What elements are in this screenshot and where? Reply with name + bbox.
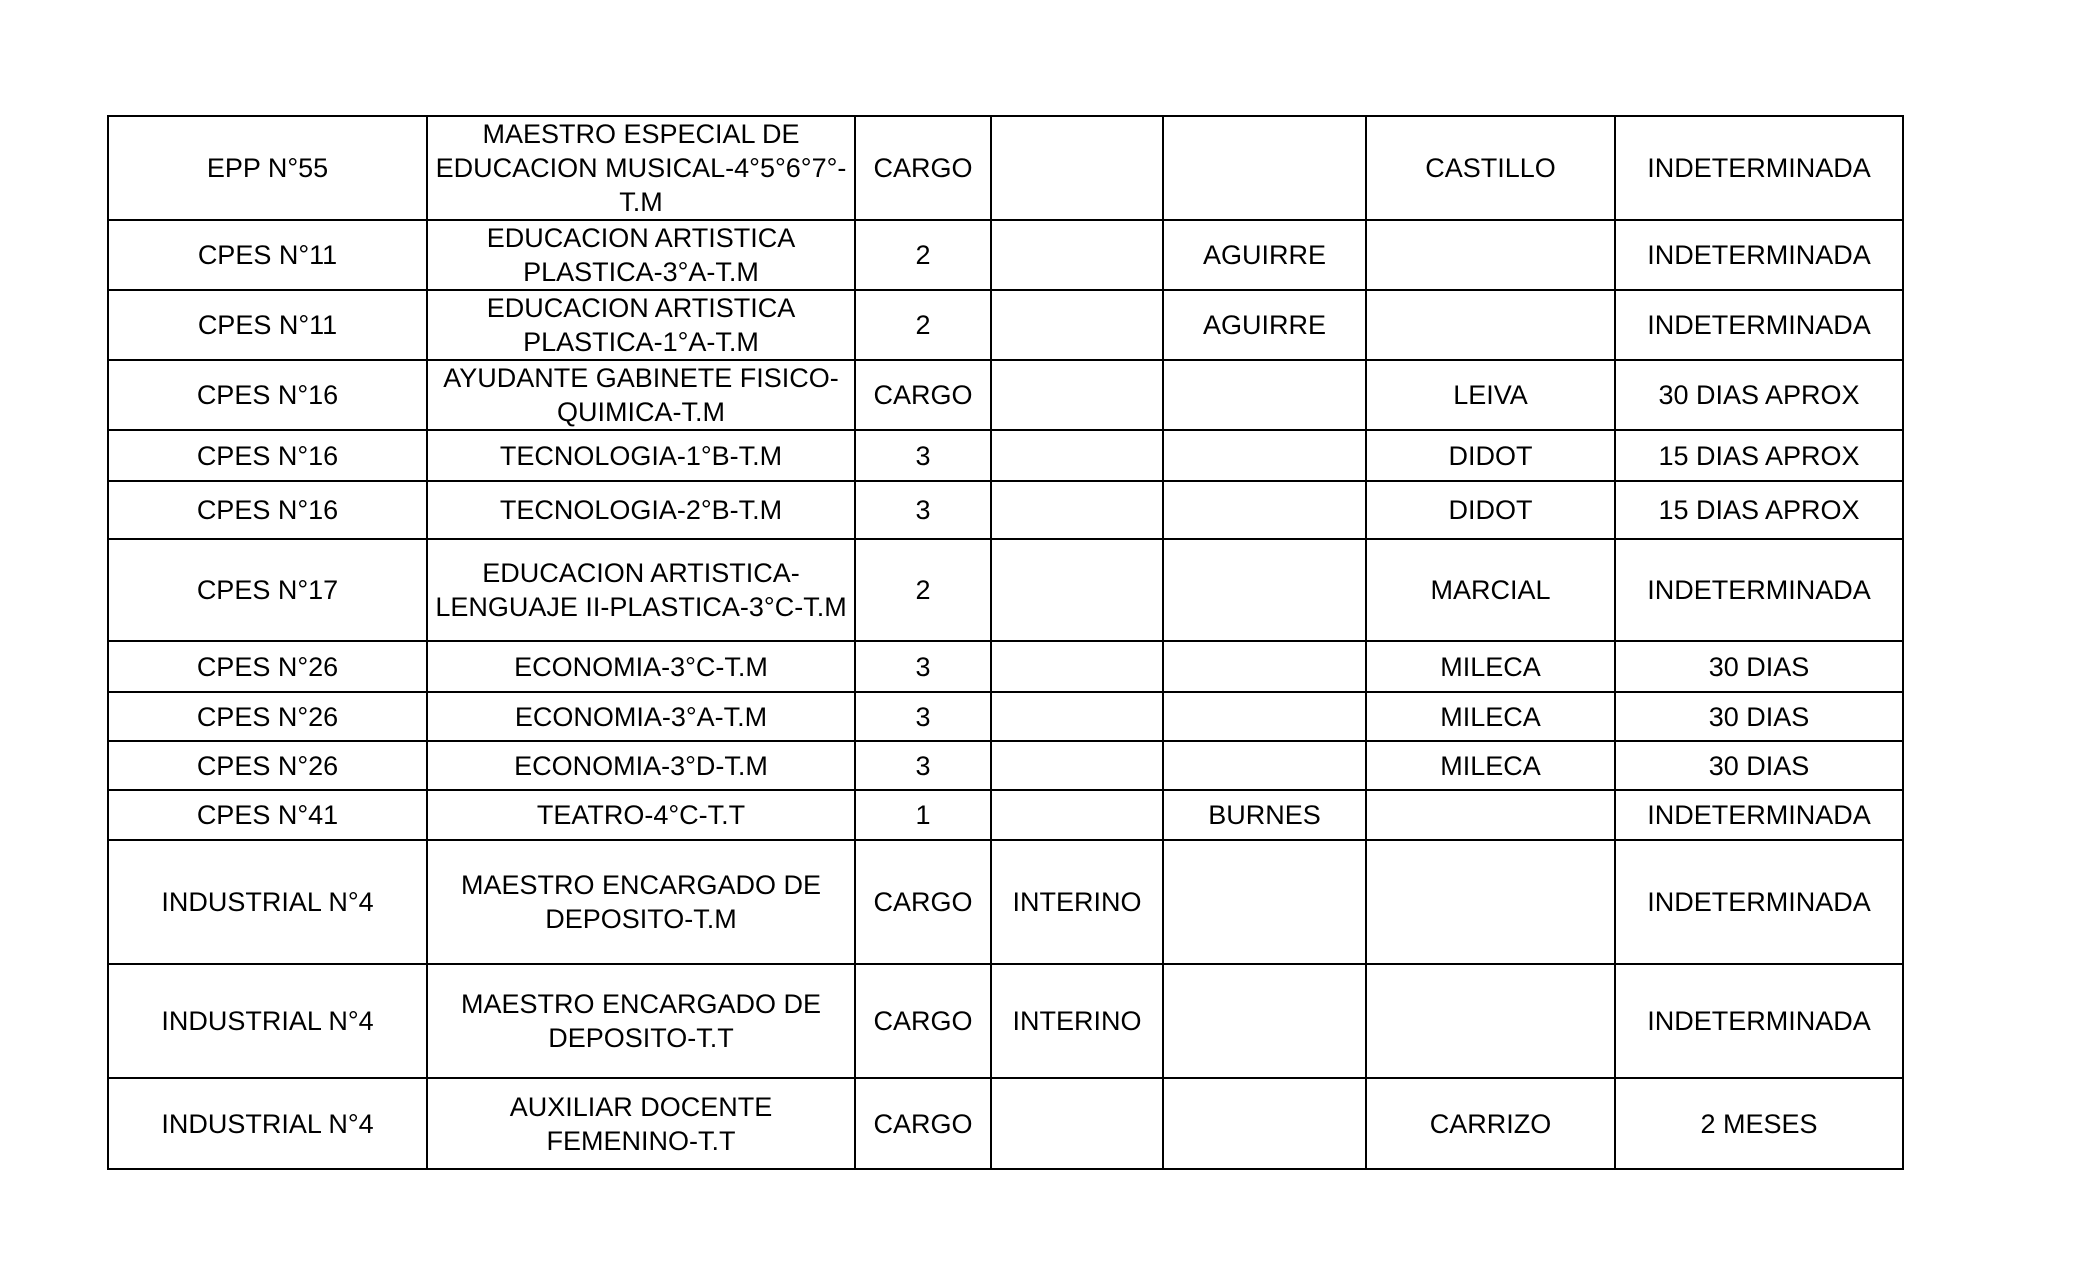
school-cell: CPES N°16 [108, 360, 427, 430]
subject-cell: MAESTRO ENCARGADO DE DEPOSITO-T.M [427, 840, 855, 964]
duration-cell: 15 DIAS APROX [1615, 481, 1903, 539]
subject-cell: EDUCACION ARTISTICA PLASTICA-1°A-T.M [427, 290, 855, 360]
duration-cell: INDETERMINADA [1615, 290, 1903, 360]
holder-cell [1163, 430, 1366, 481]
holder-cell [1163, 964, 1366, 1078]
school-cell: CPES N°16 [108, 430, 427, 481]
school-cell: CPES N°11 [108, 220, 427, 290]
school-cell: INDUSTRIAL N°4 [108, 840, 427, 964]
duration-cell: INDETERMINADA [1615, 840, 1903, 964]
hours-cell: 3 [855, 641, 991, 692]
subject-cell: ECONOMIA-3°A-T.M [427, 692, 855, 741]
table-row [108, 741, 1903, 790]
table-row [108, 790, 1903, 840]
holder-cell [1163, 840, 1366, 964]
holder-cell [1163, 1078, 1366, 1169]
duration-cell: 30 DIAS [1615, 741, 1903, 790]
holder-cell [1163, 481, 1366, 539]
status-cell [991, 290, 1163, 360]
holder-cell: AGUIRRE [1163, 220, 1366, 290]
hours-cell: 2 [855, 539, 991, 641]
status-cell: INTERINO [991, 964, 1163, 1078]
school-cell: EPP N°55 [108, 116, 427, 220]
hours-cell: CARGO [855, 116, 991, 220]
school-cell: INDUSTRIAL N°4 [108, 1078, 427, 1169]
subject-cell: AUXILIAR DOCENTE FEMENINO-T.T [427, 1078, 855, 1169]
vacancy-table [107, 115, 1904, 1170]
table-row [108, 539, 1903, 641]
school-cell: INDUSTRIAL N°4 [108, 964, 427, 1078]
subject-cell: MAESTRO ENCARGADO DE DEPOSITO-T.T [427, 964, 855, 1078]
holder-cell [1163, 741, 1366, 790]
table-row [108, 290, 1903, 360]
replacement-cell: MILECA [1366, 741, 1615, 790]
status-cell [991, 692, 1163, 741]
replacement-cell: DIDOT [1366, 481, 1615, 539]
school-cell: CPES N°17 [108, 539, 427, 641]
holder-cell [1163, 641, 1366, 692]
subject-cell: TEATRO-4°C-T.T [427, 790, 855, 840]
table-row [108, 1078, 1903, 1169]
replacement-cell: LEIVA [1366, 360, 1615, 430]
school-cell: CPES N°26 [108, 741, 427, 790]
hours-cell: 1 [855, 790, 991, 840]
hours-cell: 3 [855, 741, 991, 790]
subject-cell: ECONOMIA-3°C-T.M [427, 641, 855, 692]
duration-cell: 30 DIAS [1615, 692, 1903, 741]
duration-cell: INDETERMINADA [1615, 220, 1903, 290]
table-row [108, 964, 1903, 1078]
school-cell: CPES N°41 [108, 790, 427, 840]
status-cell [991, 741, 1163, 790]
table-row [108, 360, 1903, 430]
school-cell: CPES N°26 [108, 641, 427, 692]
duration-cell: INDETERMINADA [1615, 539, 1903, 641]
hours-cell: 2 [855, 220, 991, 290]
status-cell [991, 116, 1163, 220]
replacement-cell [1366, 290, 1615, 360]
status-cell [991, 481, 1163, 539]
replacement-cell [1366, 790, 1615, 840]
holder-cell [1163, 360, 1366, 430]
duration-cell: 30 DIAS APROX [1615, 360, 1903, 430]
status-cell [991, 790, 1163, 840]
hours-cell: 2 [855, 290, 991, 360]
status-cell [991, 539, 1163, 641]
hours-cell: CARGO [855, 360, 991, 430]
hours-cell: 3 [855, 692, 991, 741]
holder-cell [1163, 692, 1366, 741]
status-cell [991, 430, 1163, 481]
holder-cell: AGUIRRE [1163, 290, 1366, 360]
status-cell: INTERINO [991, 840, 1163, 964]
hours-cell: CARGO [855, 1078, 991, 1169]
replacement-cell: MILECA [1366, 641, 1615, 692]
subject-cell: TECNOLOGIA-1°B-T.M [427, 430, 855, 481]
subject-cell: EDUCACION ARTISTICA-LENGUAJE II-PLASTICA-3°C-T.M [427, 539, 855, 641]
table-row [108, 116, 1903, 220]
replacement-cell [1366, 220, 1615, 290]
duration-cell: 15 DIAS APROX [1615, 430, 1903, 481]
replacement-cell: DIDOT [1366, 430, 1615, 481]
subject-cell: TECNOLOGIA-2°B-T.M [427, 481, 855, 539]
status-cell [991, 220, 1163, 290]
status-cell [991, 641, 1163, 692]
hours-cell: 3 [855, 430, 991, 481]
replacement-cell: MARCIAL [1366, 539, 1615, 641]
table-row [108, 220, 1903, 290]
holder-cell [1163, 116, 1366, 220]
school-cell: CPES N°11 [108, 290, 427, 360]
replacement-cell: CASTILLO [1366, 116, 1615, 220]
table-row [108, 692, 1903, 741]
hours-cell: CARGO [855, 840, 991, 964]
hours-cell: 3 [855, 481, 991, 539]
table-row [108, 430, 1903, 481]
vacancy-table-body [108, 116, 1903, 1169]
school-cell: CPES N°16 [108, 481, 427, 539]
status-cell [991, 1078, 1163, 1169]
status-cell [991, 360, 1163, 430]
duration-cell: 30 DIAS [1615, 641, 1903, 692]
duration-cell: INDETERMINADA [1615, 116, 1903, 220]
duration-cell: INDETERMINADA [1615, 964, 1903, 1078]
table-row [108, 840, 1903, 964]
replacement-cell: MILECA [1366, 692, 1615, 741]
subject-cell: ECONOMIA-3°D-T.M [427, 741, 855, 790]
subject-cell: AYUDANTE GABINETE FISICO-QUIMICA-T.M [427, 360, 855, 430]
holder-cell: BURNES [1163, 790, 1366, 840]
hours-cell: CARGO [855, 964, 991, 1078]
table-row [108, 481, 1903, 539]
school-cell: CPES N°26 [108, 692, 427, 741]
subject-cell: MAESTRO ESPECIAL DE EDUCACION MUSICAL-4°5°6°7°-T.M [427, 116, 855, 220]
replacement-cell: CARRIZO [1366, 1078, 1615, 1169]
table-row [108, 641, 1903, 692]
duration-cell: 2 MESES [1615, 1078, 1903, 1169]
replacement-cell [1366, 840, 1615, 964]
replacement-cell [1366, 964, 1615, 1078]
holder-cell [1163, 539, 1366, 641]
duration-cell: INDETERMINADA [1615, 790, 1903, 840]
subject-cell: EDUCACION ARTISTICA PLASTICA-3°A-T.M [427, 220, 855, 290]
